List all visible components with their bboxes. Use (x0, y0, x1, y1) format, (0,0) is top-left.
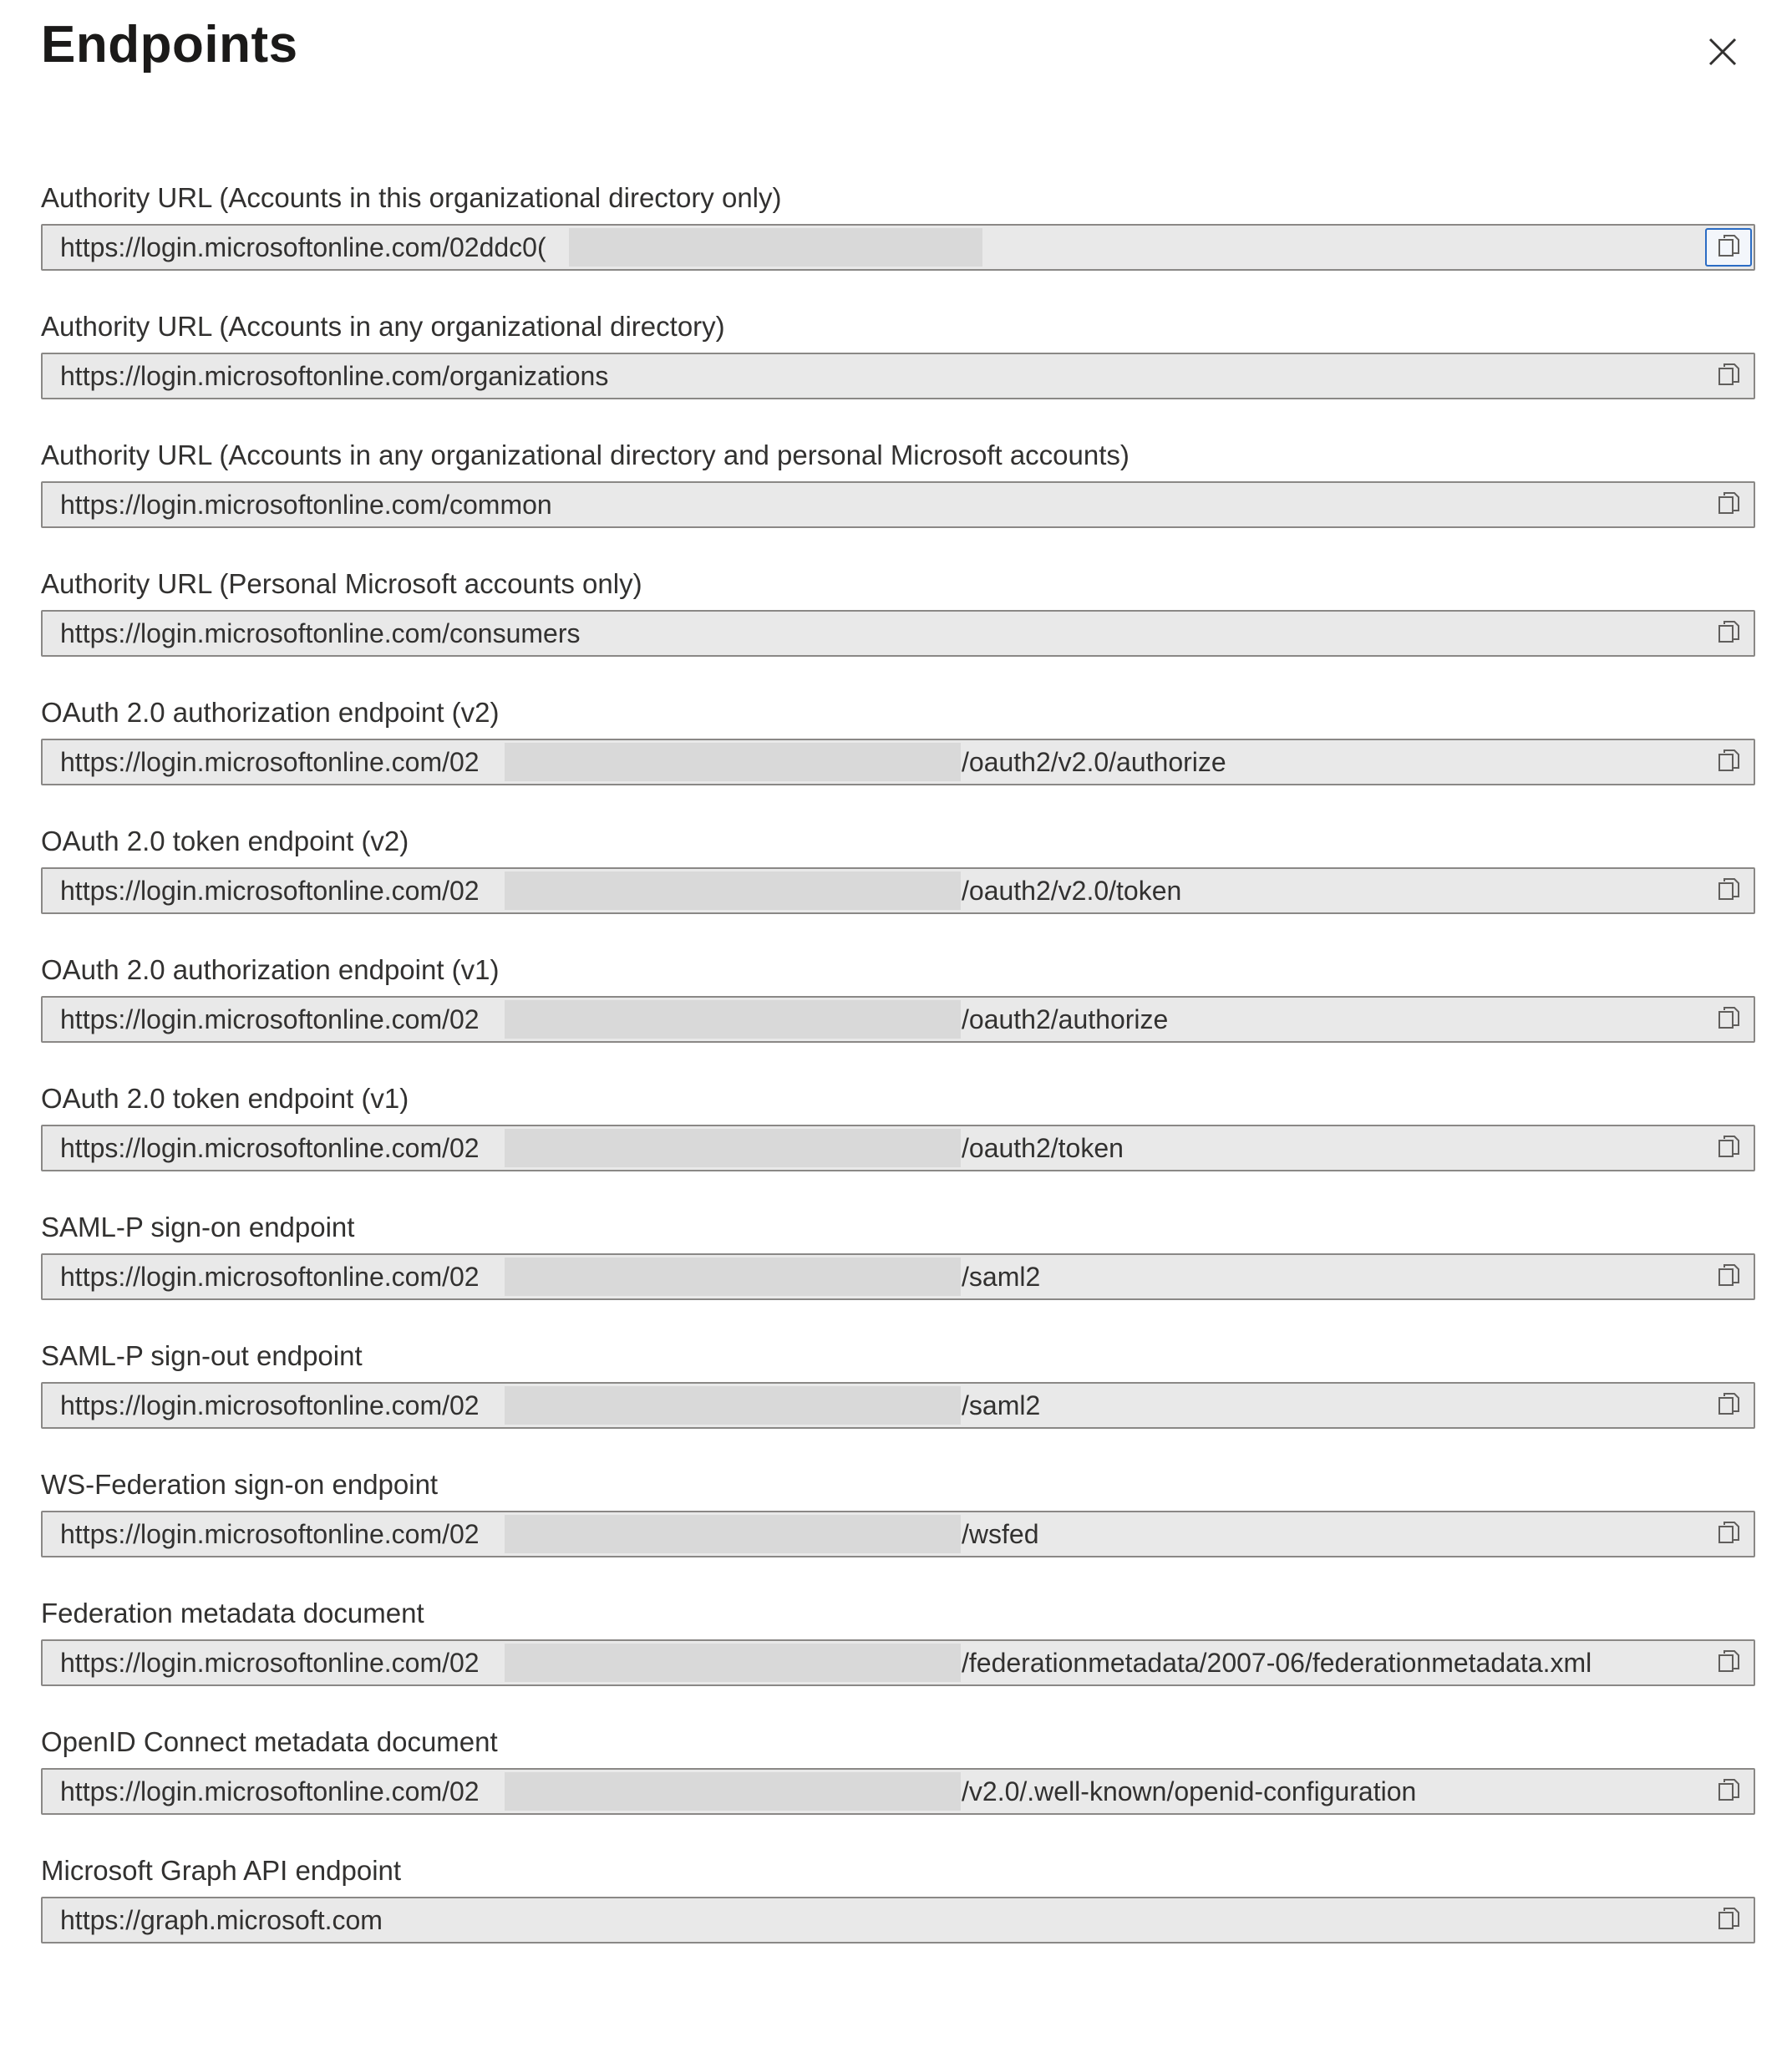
copy-icon (1717, 1649, 1740, 1678)
endpoint-label: Federation metadata document (41, 1598, 424, 1628)
redacted-region (505, 1644, 961, 1682)
endpoint-url-text: https://login.microsoftonline.com/02 (60, 1133, 480, 1163)
endpoint-url-field[interactable] (41, 1768, 1755, 1815)
endpoint-url-field[interactable] (41, 1897, 1755, 1944)
endpoint-url-field[interactable] (41, 1382, 1755, 1429)
endpoint-url-suffix: /v2.0/.well-known/openid-configuration (962, 1776, 1417, 1806)
endpoint-item (41, 565, 1759, 694)
panel-header (0, 0, 1792, 109)
endpoint-url-text: https://login.microsoftonline.com/02 (60, 1776, 480, 1806)
endpoint-label: OAuth 2.0 token endpoint (v1) (41, 1083, 409, 1114)
endpoint-url-field[interactable] (41, 481, 1755, 528)
endpoint-item (41, 436, 1759, 565)
endpoint-label: Authority URL (Accounts in any organizational directory and personal Microsoft accounts) (41, 440, 1130, 470)
endpoint-url-text: https://login.microsoftonline.com/common (60, 490, 552, 520)
endpoint-url-field[interactable] (41, 1639, 1755, 1686)
endpoint-url-field[interactable] (41, 610, 1755, 657)
endpoint-list (41, 179, 1759, 1980)
copy-button[interactable] (1705, 1386, 1752, 1425)
endpoint-item (41, 307, 1759, 436)
copy-icon (1717, 1134, 1740, 1163)
endpoint-url-text: https://login.microsoftonline.com/02 (60, 747, 480, 777)
redacted-region (569, 228, 982, 267)
endpoint-url-field[interactable] (41, 739, 1755, 785)
endpoint-url-text: https://login.microsoftonline.com/02ddc0( (60, 232, 546, 262)
copy-button[interactable] (1705, 743, 1752, 781)
endpoint-label: Authority URL (Accounts in any organizational directory) (41, 311, 725, 342)
copy-button[interactable] (1705, 614, 1752, 653)
endpoint-item (41, 822, 1759, 951)
endpoint-label: OAuth 2.0 authorization endpoint (v1) (41, 954, 500, 985)
redacted-region (505, 1772, 961, 1811)
endpoint-url-field[interactable] (41, 1125, 1755, 1171)
copy-button[interactable] (1705, 1258, 1752, 1296)
endpoint-url-text: https://login.microsoftonline.com/02 (60, 1519, 480, 1549)
copy-button[interactable] (1705, 1901, 1752, 1939)
endpoint-label: SAML-P sign-on endpoint (41, 1212, 355, 1242)
endpoint-url-field[interactable] (41, 1511, 1755, 1557)
endpoint-item (41, 1208, 1759, 1337)
endpoint-label: OAuth 2.0 authorization endpoint (v2) (41, 697, 500, 728)
copy-icon (1717, 1777, 1740, 1806)
endpoint-url-suffix: /saml2 (962, 1262, 1041, 1292)
endpoint-url-suffix: /oauth2/v2.0/authorize (962, 747, 1226, 777)
copy-button[interactable] (1705, 871, 1752, 910)
close-button[interactable] (1698, 28, 1748, 79)
endpoint-item (41, 694, 1759, 822)
endpoint-label: OAuth 2.0 token endpoint (v2) (41, 826, 409, 856)
page-title: Endpoints (41, 16, 298, 74)
endpoint-url-text: https://login.microsoftonline.com/organizations (60, 361, 609, 391)
redacted-region (505, 871, 961, 910)
close-icon (1708, 38, 1737, 70)
copy-icon (1717, 619, 1740, 648)
endpoint-item (41, 951, 1759, 1080)
endpoint-label: Microsoft Graph API endpoint (41, 1855, 402, 1886)
copy-button[interactable] (1705, 1129, 1752, 1167)
redacted-region (505, 1258, 961, 1296)
endpoint-url-text: https://login.microsoftonline.com/02 (60, 1262, 480, 1292)
redacted-region (505, 743, 961, 781)
endpoint-item (41, 1723, 1759, 1852)
copy-icon (1717, 233, 1740, 262)
endpoint-label: OpenID Connect metadata document (41, 1726, 498, 1757)
endpoint-url-suffix: /oauth2/token (962, 1133, 1124, 1163)
endpoint-item (41, 1466, 1759, 1594)
copy-button[interactable] (1705, 485, 1752, 524)
copy-button[interactable] (1705, 228, 1752, 267)
endpoint-url-field[interactable] (41, 224, 1755, 271)
copy-icon (1717, 1520, 1740, 1549)
endpoint-item (41, 1852, 1759, 1980)
redacted-region (505, 1515, 961, 1553)
endpoint-url-suffix: /federationmetadata/2007-06/federationmetadata.xml (962, 1648, 1592, 1678)
endpoint-item (41, 179, 1759, 307)
copy-icon (1717, 876, 1740, 906)
copy-icon (1717, 1005, 1740, 1034)
copy-icon (1717, 1906, 1740, 1935)
copy-icon (1717, 490, 1740, 520)
endpoint-url-text: https://login.microsoftonline.com/02 (60, 876, 480, 906)
endpoint-label: Authority URL (Personal Microsoft accounts only) (41, 568, 642, 599)
copy-button[interactable] (1705, 1515, 1752, 1553)
endpoint-label: WS-Federation sign-on endpoint (41, 1469, 439, 1500)
copy-icon (1717, 362, 1740, 391)
endpoint-item (41, 1594, 1759, 1723)
copy-button[interactable] (1705, 1644, 1752, 1682)
endpoint-item (41, 1080, 1759, 1208)
endpoint-url-field[interactable] (41, 353, 1755, 399)
endpoint-url-suffix: /wsfed (962, 1519, 1039, 1549)
endpoint-url-text: https://login.microsoftonline.com/02 (60, 1004, 480, 1034)
endpoint-url-text: https://login.microsoftonline.com/02 (60, 1648, 480, 1678)
endpoint-url-suffix: /oauth2/authorize (962, 1004, 1169, 1034)
endpoint-item (41, 1337, 1759, 1466)
endpoint-label: Authority URL (Accounts in this organizational directory only) (41, 182, 782, 213)
redacted-region (505, 1386, 961, 1425)
copy-button[interactable] (1705, 1000, 1752, 1039)
endpoint-url-field[interactable] (41, 867, 1755, 914)
endpoint-url-text: https://login.microsoftonline.com/consumers (60, 618, 581, 648)
redacted-region (505, 1129, 961, 1167)
copy-icon (1717, 1391, 1740, 1420)
endpoint-url-field[interactable] (41, 1253, 1755, 1300)
endpoint-url-suffix: /oauth2/v2.0/token (962, 876, 1182, 906)
copy-icon (1717, 1263, 1740, 1292)
redacted-region (505, 1000, 961, 1039)
endpoint-url-text: https://login.microsoftonline.com/02 (60, 1390, 480, 1420)
endpoint-label: SAML-P sign-out endpoint (41, 1340, 363, 1371)
copy-button[interactable] (1705, 1772, 1752, 1811)
endpoint-url-field[interactable] (41, 996, 1755, 1043)
endpoint-url-suffix: /saml2 (962, 1390, 1041, 1420)
copy-button[interactable] (1705, 357, 1752, 395)
endpoint-url-text: https://graph.microsoft.com (60, 1905, 383, 1935)
copy-icon (1717, 748, 1740, 777)
